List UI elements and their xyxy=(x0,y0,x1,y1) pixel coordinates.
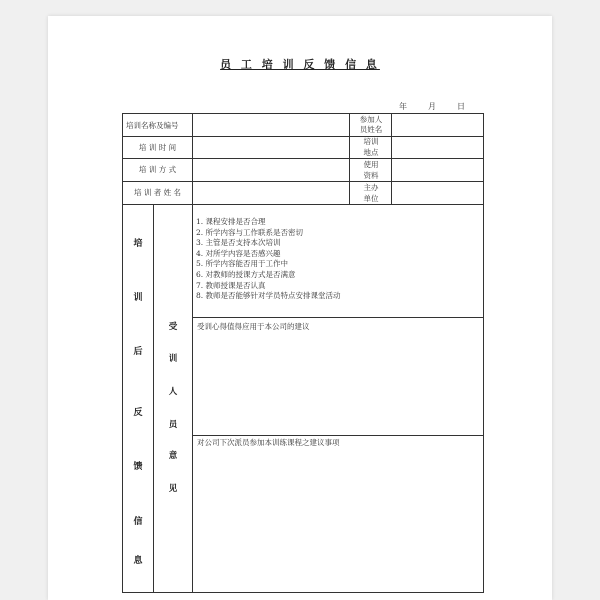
section-title-char: 反 xyxy=(133,408,143,418)
trainer-name-label: 培 训 者 姓 名 xyxy=(133,188,182,197)
page-title: 员 工 培 训 反 馈 信 息 xyxy=(220,58,380,71)
section-title-char: 信 xyxy=(133,517,143,527)
date-month: 月 xyxy=(428,102,436,111)
question-item: 6. 对教师的授课方式是否满意 xyxy=(196,269,296,279)
date-day: 日 xyxy=(457,102,465,111)
question-item: 3. 主管是否支持本次培训 xyxy=(196,238,281,248)
section-title-char: 馈 xyxy=(133,462,143,472)
organizer-field[interactable] xyxy=(392,182,483,204)
training-time-label: 培 训 时 间 xyxy=(138,143,177,152)
location-label-line1: 培训 xyxy=(363,137,379,146)
training-time-field[interactable] xyxy=(193,137,348,158)
subtitle-char: 见 xyxy=(168,484,178,494)
subtitle-char: 训 xyxy=(168,354,178,364)
subtitle-char: 人 xyxy=(168,387,178,397)
question-item: 7. 教师授课是否认真 xyxy=(196,280,266,290)
organizer-label-line1: 主办 xyxy=(363,183,379,192)
participant-label-line1: 参加人 xyxy=(359,115,383,124)
subtitle-char: 意 xyxy=(168,451,178,461)
section-title-char: 息 xyxy=(133,556,143,566)
participant-names-field[interactable] xyxy=(392,114,483,136)
section-title-char: 培 xyxy=(133,239,143,249)
material-label-line2: 资料 xyxy=(363,171,379,180)
subtitle-char: 员 xyxy=(168,420,178,430)
question-item: 1. 课程安排是否合理 xyxy=(196,217,266,226)
section-title-char: 训 xyxy=(133,293,143,303)
next-time-label: 对公司下次派员参加本训练课程之建议事项 xyxy=(197,438,340,447)
feedback-questions xyxy=(196,217,341,302)
training-location-field[interactable] xyxy=(392,137,483,158)
location-label-line2: 地点 xyxy=(363,148,379,157)
next-time-field[interactable] xyxy=(193,450,483,591)
material-label-line1: 使用 xyxy=(363,160,379,169)
question-item: 2. 所学内容与工作联系是否密切 xyxy=(196,227,304,237)
materials-field[interactable] xyxy=(392,159,483,181)
question-item: 5. 所学内容能否用于工作中 xyxy=(196,259,289,269)
suggestion-field[interactable] xyxy=(193,334,483,434)
participant-label-line2: 员姓名 xyxy=(359,125,383,134)
trainer-name-field[interactable] xyxy=(193,182,348,204)
training-method-field[interactable] xyxy=(193,159,348,181)
organizer-label-line2: 单位 xyxy=(363,194,379,203)
section-title-char: 后 xyxy=(133,347,143,357)
course-name-label: 培训名称及编号 xyxy=(126,121,179,130)
question-item: 8. 教师是否能够针对学员特点安排课堂活动 xyxy=(196,291,341,301)
subtitle-char: 受 xyxy=(168,322,178,332)
course-name-field[interactable] xyxy=(193,114,348,136)
suggestion-label: 受训心得值得应用于本公司的建议 xyxy=(197,322,310,331)
question-item: 4. 对所学内容是否感兴趣 xyxy=(196,248,281,258)
date-year: 年 xyxy=(399,102,407,111)
training-method-label: 培 训 方 式 xyxy=(138,165,177,174)
